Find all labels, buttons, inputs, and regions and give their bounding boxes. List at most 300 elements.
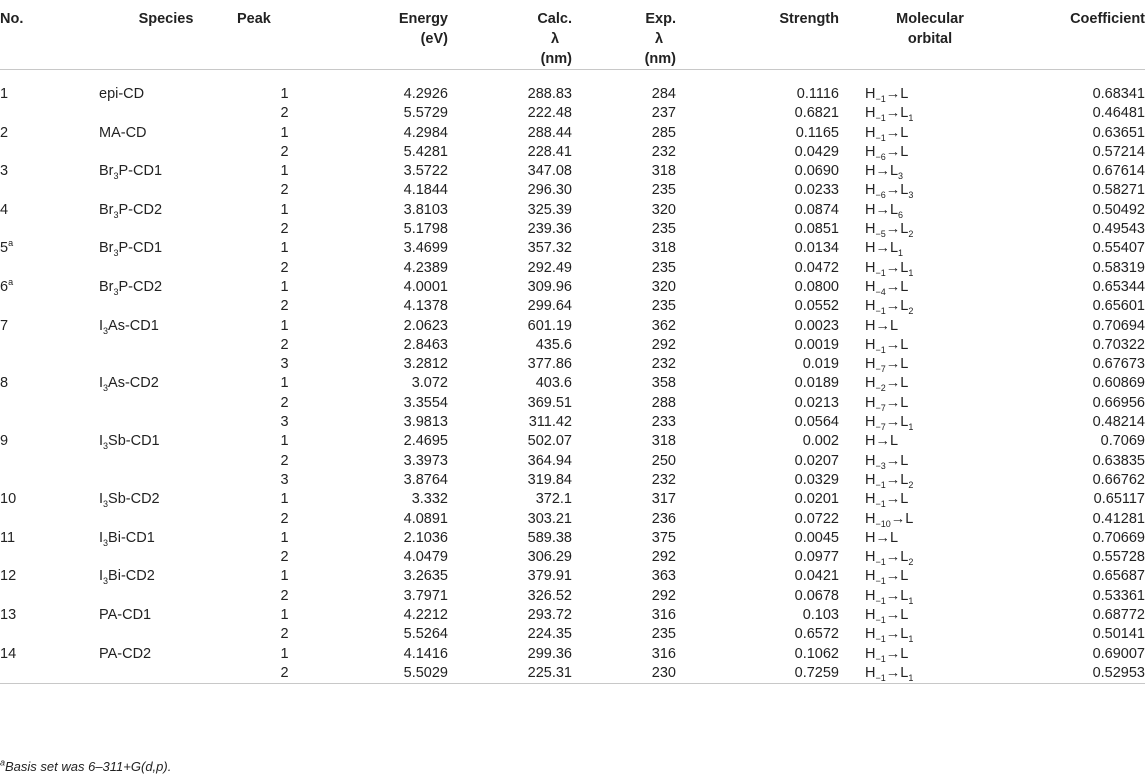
cell-species: PA-CD2 bbox=[99, 645, 152, 662]
cell-species bbox=[95, 548, 237, 567]
cell-coefficient: 0.41281 bbox=[1092, 510, 1145, 527]
cell-no bbox=[0, 510, 95, 529]
cell-molecular-orbital: $H_{-1}\to L$ bbox=[865, 124, 909, 143]
table-row bbox=[0, 645, 1145, 664]
cell-calc-lambda: 228.41 bbox=[527, 143, 572, 160]
cell-species: $Br_3P-CD1$ bbox=[99, 240, 163, 259]
cell-energy: 2.0623 bbox=[403, 317, 448, 334]
table-row bbox=[0, 220, 1145, 239]
cell-peak: 2 bbox=[237, 664, 332, 684]
cell-energy: 4.1844 bbox=[403, 182, 448, 199]
cell-molecular-orbital: $H_{-1}\to L_1$ bbox=[865, 105, 914, 124]
header-molecular-orbital: Molecular orbital bbox=[859, 0, 1001, 70]
cell-no bbox=[0, 355, 95, 374]
cell-exp-lambda: 232 bbox=[651, 471, 676, 488]
cell-coefficient: 0.67673 bbox=[1092, 356, 1145, 373]
cell-exp-lambda: 285 bbox=[651, 124, 676, 141]
cell-energy: 4.0001 bbox=[403, 278, 448, 295]
cell-calc-lambda: 288.44 bbox=[527, 124, 572, 141]
cell-strength: 0.0134 bbox=[794, 240, 839, 257]
cell-peak: 1 bbox=[280, 86, 289, 102]
cell-calc-lambda: 357.32 bbox=[527, 240, 572, 257]
cell-no bbox=[0, 104, 95, 123]
cell-coefficient: 0.70322 bbox=[1092, 336, 1145, 353]
cell-strength: 0.019 bbox=[802, 356, 839, 373]
cell-molecular-orbital: $H_{-1}\to L$ bbox=[865, 607, 909, 625]
cell-energy: 3.8103 bbox=[403, 201, 448, 218]
cell-calc-lambda: 435.6 bbox=[535, 336, 572, 353]
cell-energy: 5.5729 bbox=[403, 105, 448, 122]
cell-energy: 4.0479 bbox=[403, 549, 448, 566]
cell-calc-lambda: 309.96 bbox=[527, 278, 572, 295]
cell-species: $Br_3P-CD2$ bbox=[99, 201, 163, 220]
cell-strength: 0.0874 bbox=[794, 201, 839, 218]
cell-calc-lambda: 288.83 bbox=[527, 86, 572, 102]
cell-molecular-orbital: H→L bbox=[865, 433, 899, 450]
cell-coefficient: 0.50141 bbox=[1092, 626, 1145, 643]
cell-molecular-orbital: $H_{-1}\to L$ bbox=[865, 568, 909, 587]
cell-peak: 1 bbox=[280, 201, 289, 218]
table-row bbox=[0, 625, 1145, 644]
cell-energy: 3.3554 bbox=[403, 394, 448, 411]
cell-species bbox=[95, 104, 237, 123]
cell-molecular-orbital: $H_{-1}\to L_1$ bbox=[865, 626, 914, 645]
header-no: No. bbox=[0, 0, 95, 70]
cell-molecular-orbital: $H_{-2}\to L$ bbox=[865, 375, 909, 394]
cell-molecular-orbital: $H_{-1}\to L$ bbox=[865, 645, 909, 664]
cell-peak: 2 bbox=[280, 549, 289, 566]
cell-molecular-orbital: $H_{-1}\to L$ bbox=[865, 336, 909, 355]
table-row bbox=[0, 143, 1145, 162]
cell-no bbox=[0, 259, 95, 278]
cell-strength: 0.0023 bbox=[794, 317, 839, 334]
cell-calc-lambda: 292.49 bbox=[527, 259, 572, 276]
cell-molecular-orbital: $H_{-1}\to L_2$ bbox=[865, 549, 914, 568]
cell-strength: 0.6821 bbox=[794, 105, 839, 122]
cell-molecular-orbital: $H_{-1}\to L_2$ bbox=[865, 471, 914, 490]
cell-exp-lambda: 316 bbox=[651, 645, 676, 662]
cell-no bbox=[0, 413, 95, 432]
cell-peak: 2 bbox=[280, 182, 289, 199]
cell-coefficient: 0.58271 bbox=[1092, 182, 1145, 199]
cell-molecular-orbital: H→L bbox=[865, 317, 899, 334]
cell-coefficient: 0.68341 bbox=[1092, 86, 1145, 102]
cell-strength: 0.0329 bbox=[794, 471, 839, 488]
table-row bbox=[0, 201, 1145, 220]
cell-peak: 1 bbox=[280, 607, 289, 624]
table-row bbox=[0, 355, 1145, 374]
cell-energy: 4.1416 bbox=[403, 645, 448, 662]
cell-energy: 3.2812 bbox=[403, 356, 448, 373]
cell-energy: 3.072 bbox=[411, 375, 448, 392]
cell-no: 11 bbox=[0, 529, 16, 546]
cell-calc-lambda: 377.86 bbox=[527, 356, 572, 373]
cell-calc-lambda: 225.31 bbox=[464, 664, 609, 684]
cell-peak: 3 bbox=[280, 471, 289, 488]
cell-molecular-orbital: $H_{-6}\to L$ bbox=[865, 143, 909, 162]
cell-no: 2 bbox=[0, 124, 9, 141]
cell-calc-lambda: 372.1 bbox=[535, 491, 572, 508]
cell-exp-lambda: 292 bbox=[651, 336, 676, 353]
cell-energy: 3.5722 bbox=[403, 163, 448, 180]
table-row bbox=[0, 239, 1145, 258]
cell-species: $I_3As-CD2$ bbox=[99, 375, 159, 394]
cell-molecular-orbital: $H_{-7}\to L_1$ bbox=[865, 414, 914, 432]
cell-exp-lambda: 235 bbox=[651, 298, 676, 315]
cell-no bbox=[0, 625, 95, 644]
header-peak: Peak bbox=[237, 0, 332, 70]
cell-energy: 2.8463 bbox=[403, 336, 448, 353]
cell-molecular-orbital: $H_{-7}\to L$ bbox=[865, 394, 909, 413]
cell-species: $I_3Bi-CD2$ bbox=[99, 568, 155, 587]
table-row bbox=[0, 124, 1145, 143]
cell-coefficient: 0.65344 bbox=[1092, 278, 1145, 295]
cell-molecular-orbital: H→L bbox=[865, 529, 899, 546]
header-coefficient: Coefficient bbox=[1001, 0, 1145, 70]
cell-no bbox=[0, 471, 95, 490]
cell-coefficient: 0.60869 bbox=[1092, 375, 1145, 392]
cell-no bbox=[0, 336, 95, 355]
cell-exp-lambda: 288 bbox=[651, 394, 676, 411]
cell-exp-lambda: 318 bbox=[651, 163, 676, 180]
table-row bbox=[0, 471, 1145, 490]
cell-calc-lambda: 347.08 bbox=[527, 163, 572, 180]
cell-energy: 5.5029 bbox=[332, 664, 464, 684]
table-row bbox=[0, 104, 1145, 123]
cell-molecular-orbital: $H_{-5}\to L_2$ bbox=[865, 221, 914, 239]
cell-no bbox=[0, 297, 95, 316]
cell-no: 5$^a$ bbox=[0, 238, 14, 257]
header-energy: Energy (eV) bbox=[332, 0, 464, 70]
cell-coefficient: 0.67614 bbox=[1092, 163, 1145, 180]
table-row bbox=[0, 259, 1145, 278]
table-row bbox=[0, 490, 1145, 509]
table-row bbox=[0, 510, 1145, 529]
cell-strength: 0.0552 bbox=[794, 298, 839, 315]
cell-coefficient: 0.70694 bbox=[1092, 317, 1145, 334]
cell-energy: 5.1798 bbox=[403, 221, 448, 238]
cell-exp-lambda: 318 bbox=[651, 433, 676, 450]
cell-exp-lambda: 292 bbox=[651, 549, 676, 566]
cell-no: 3 bbox=[0, 163, 9, 180]
cell-species: $Br_3P-CD2$ bbox=[99, 278, 163, 297]
cell-exp-lambda: 358 bbox=[651, 375, 676, 392]
cell-exp-lambda: 230 bbox=[609, 664, 714, 684]
cell-species bbox=[95, 471, 237, 490]
cell-coefficient: 0.46481 bbox=[1092, 105, 1145, 122]
table-row bbox=[0, 181, 1145, 200]
cell-species bbox=[95, 664, 237, 684]
cell-coefficient: 0.48214 bbox=[1092, 414, 1145, 431]
cell-strength: 0.002 bbox=[802, 433, 839, 450]
table-row bbox=[0, 606, 1145, 625]
cell-coefficient: 0.65117 bbox=[1093, 491, 1145, 508]
cell-peak: 2 bbox=[280, 336, 289, 353]
table-row bbox=[0, 317, 1145, 336]
table-footnote bbox=[0, 759, 171, 774]
cell-species bbox=[95, 452, 237, 471]
cell-peak: 2 bbox=[280, 221, 289, 238]
cell-no bbox=[0, 220, 95, 239]
cell-molecular-orbital: $H_{-1}\to L$ bbox=[865, 491, 909, 510]
cell-energy: 4.2926 bbox=[403, 86, 448, 102]
cell-calc-lambda: 299.64 bbox=[527, 298, 572, 315]
cell-peak: 2 bbox=[280, 394, 289, 411]
cell-peak: 3 bbox=[280, 414, 289, 431]
cell-strength: 0.0851 bbox=[794, 221, 839, 238]
table-row bbox=[0, 567, 1145, 586]
cell-calc-lambda: 369.51 bbox=[527, 394, 572, 411]
cell-exp-lambda: 237 bbox=[651, 105, 676, 122]
header-strength: Strength bbox=[714, 0, 859, 70]
cell-no: 12 bbox=[0, 568, 17, 585]
cell-calc-lambda: 306.29 bbox=[527, 549, 572, 566]
cell-molecular-orbital: $H_{-1}\to L$ bbox=[865, 86, 909, 104]
cell-molecular-orbital: $H_{-10}\to L$ bbox=[865, 510, 914, 529]
cell-strength: 0.0564 bbox=[794, 414, 839, 431]
cell-strength: 0.0189 bbox=[794, 375, 839, 392]
cell-energy: 3.2635 bbox=[403, 568, 448, 585]
table-row bbox=[0, 548, 1145, 567]
cell-energy: 4.2389 bbox=[403, 259, 448, 276]
cell-calc-lambda: 326.52 bbox=[527, 587, 572, 604]
cell-exp-lambda: 292 bbox=[651, 587, 676, 604]
cell-coefficient: 0.69007 bbox=[1092, 645, 1145, 662]
cell-energy: 5.5264 bbox=[403, 626, 448, 643]
cell-coefficient: 0.50492 bbox=[1092, 201, 1145, 218]
cell-exp-lambda: 232 bbox=[651, 356, 676, 373]
table-header bbox=[0, 0, 1145, 70]
cell-peak: 2 bbox=[280, 259, 289, 276]
cell-no: 4 bbox=[0, 201, 9, 218]
cell-exp-lambda: 235 bbox=[651, 626, 676, 643]
cell-species bbox=[95, 259, 237, 278]
cell-exp-lambda: 316 bbox=[651, 607, 676, 624]
cell-molecular-orbital: $H_{-6}\to L_3$ bbox=[865, 182, 914, 201]
cell-no: 9 bbox=[0, 433, 9, 450]
cell-no bbox=[0, 181, 95, 200]
cell-exp-lambda: 284 bbox=[651, 86, 676, 102]
cell-calc-lambda: 379.91 bbox=[527, 568, 572, 585]
cell-species bbox=[95, 181, 237, 200]
cell-energy: 2.4695 bbox=[403, 433, 448, 450]
cell-exp-lambda: 235 bbox=[651, 221, 676, 238]
cell-peak: 1 bbox=[280, 375, 289, 392]
cell-strength: 0.0678 bbox=[794, 587, 839, 604]
cell-molecular-orbital: $H_{-4}\to L$ bbox=[865, 278, 909, 297]
cell-no bbox=[0, 548, 95, 567]
cell-exp-lambda: 235 bbox=[651, 182, 676, 199]
cell-exp-lambda: 318 bbox=[651, 240, 676, 257]
cell-coefficient: 0.70669 bbox=[1092, 529, 1145, 546]
cell-calc-lambda: 364.94 bbox=[527, 452, 572, 469]
header-exp-lambda: Exp. λ (nm) bbox=[609, 0, 714, 70]
cell-peak: 1 bbox=[280, 278, 289, 295]
cell-coefficient: 0.68772 bbox=[1092, 607, 1145, 624]
cell-molecular-orbital: $H\to L_6$ bbox=[865, 201, 904, 220]
cell-molecular-orbital: $H\to L_3$ bbox=[865, 163, 904, 182]
cell-coefficient: 0.52953 bbox=[1001, 664, 1145, 684]
cell-coefficient: 0.63651 bbox=[1092, 124, 1145, 141]
cell-species: PA-CD1 bbox=[99, 607, 152, 624]
cell-peak: 1 bbox=[280, 433, 289, 450]
cell-no: 7 bbox=[0, 317, 9, 334]
cell-energy: 4.1378 bbox=[403, 298, 448, 315]
cell-no: 13 bbox=[0, 607, 17, 624]
cell-strength: 0.0800 bbox=[794, 278, 839, 295]
cell-exp-lambda: 236 bbox=[651, 510, 676, 527]
cell-strength: 0.6572 bbox=[794, 626, 839, 643]
cell-strength: 0.7259 bbox=[714, 664, 859, 684]
cell-species bbox=[95, 625, 237, 644]
cell-coefficient: 0.57214 bbox=[1092, 143, 1145, 160]
cell-no: 8 bbox=[0, 375, 9, 392]
cell-species: $I_3Sb-CD1$ bbox=[99, 433, 160, 452]
cell-calc-lambda: 325.39 bbox=[527, 201, 572, 218]
cell-exp-lambda: 320 bbox=[651, 201, 676, 218]
cell-coefficient: 0.53361 bbox=[1092, 587, 1145, 604]
cell-calc-lambda: 601.19 bbox=[527, 317, 572, 334]
cell-strength: 0.1062 bbox=[794, 645, 839, 662]
cell-calc-lambda: 239.36 bbox=[527, 221, 572, 238]
cell-calc-lambda: 502.07 bbox=[527, 433, 572, 450]
table-body bbox=[0, 70, 1145, 684]
cell-species bbox=[95, 220, 237, 239]
cell-calc-lambda: 319.84 bbox=[527, 471, 572, 488]
cell-peak: 2 bbox=[280, 143, 289, 160]
cell-exp-lambda: 235 bbox=[651, 259, 676, 276]
cell-peak: 2 bbox=[280, 626, 289, 643]
cell-peak: 1 bbox=[280, 317, 289, 334]
cell-coefficient: 0.66956 bbox=[1092, 394, 1145, 411]
table-row bbox=[0, 664, 1145, 684]
cell-exp-lambda: 317 bbox=[651, 491, 676, 508]
cell-species bbox=[95, 143, 237, 162]
cell-coefficient: 0.58319 bbox=[1092, 259, 1145, 276]
cell-energy: 4.2984 bbox=[403, 124, 448, 141]
cell-exp-lambda: 363 bbox=[651, 568, 676, 585]
table-row bbox=[0, 162, 1145, 181]
cell-exp-lambda: 320 bbox=[651, 278, 676, 295]
cell-species: $I_3As-CD1$ bbox=[99, 317, 159, 336]
cell-peak: 2 bbox=[280, 452, 289, 469]
cell-calc-lambda: 296.30 bbox=[527, 182, 572, 199]
cell-peak: 3 bbox=[280, 356, 289, 373]
cell-molecular-orbital: $H_{-1}\to L_2$ bbox=[865, 298, 914, 317]
cell-exp-lambda: 232 bbox=[651, 143, 676, 160]
cell-energy: 4.0891 bbox=[403, 510, 448, 527]
cell-coefficient: 0.65687 bbox=[1092, 568, 1145, 585]
cell-molecular-orbital: $H_{-1}\to L_1$ bbox=[859, 664, 1001, 684]
table-row bbox=[0, 432, 1145, 451]
cell-calc-lambda: 311.42 bbox=[528, 414, 572, 431]
cell-peak: 2 bbox=[280, 298, 289, 315]
cell-species bbox=[95, 587, 237, 606]
cell-coefficient: 0.55728 bbox=[1092, 549, 1145, 566]
cell-strength: 0.0201 bbox=[794, 491, 839, 508]
cell-strength: 0.0722 bbox=[794, 510, 839, 527]
cell-species: $I_3Sb-CD2$ bbox=[99, 491, 160, 510]
cell-calc-lambda: 222.48 bbox=[527, 105, 572, 122]
cell-exp-lambda: 362 bbox=[651, 317, 676, 334]
cell-calc-lambda: 589.38 bbox=[527, 529, 572, 546]
table-row bbox=[0, 374, 1145, 393]
header-species: Species bbox=[95, 0, 237, 70]
cell-strength: 0.0207 bbox=[794, 452, 839, 469]
cell-strength: 0.0690 bbox=[794, 163, 839, 180]
cell-species bbox=[95, 413, 237, 432]
cell-species: MA-CD bbox=[99, 124, 147, 141]
cell-exp-lambda: 375 bbox=[651, 529, 676, 546]
header-calc-lambda: Calc. λ (nm) bbox=[464, 0, 609, 70]
cell-species bbox=[95, 510, 237, 529]
cell-no bbox=[0, 587, 95, 606]
cell-strength: 0.0045 bbox=[794, 529, 839, 546]
cell-no bbox=[0, 394, 95, 413]
cell-calc-lambda: 293.72 bbox=[527, 607, 572, 624]
table-row bbox=[0, 529, 1145, 548]
cell-energy: 3.4699 bbox=[403, 240, 448, 257]
cell-peak: 1 bbox=[280, 163, 289, 180]
cell-coefficient: 0.55407 bbox=[1092, 240, 1145, 257]
cell-energy: 3.9813 bbox=[403, 414, 448, 431]
cell-strength: 0.1116 bbox=[796, 86, 839, 102]
cell-no: 1 bbox=[0, 86, 9, 102]
cell-species: $Br_3P-CD1$ bbox=[99, 163, 163, 182]
table-row bbox=[0, 394, 1145, 413]
cell-strength: 0.0472 bbox=[794, 259, 839, 276]
cell-strength: 0.0233 bbox=[794, 182, 839, 199]
cell-exp-lambda: 250 bbox=[651, 452, 676, 469]
table-row bbox=[0, 278, 1145, 297]
cell-peak: 2 bbox=[280, 587, 289, 604]
cell-molecular-orbital: $H_{-3}\to L$ bbox=[865, 452, 909, 471]
cell-calc-lambda: 303.21 bbox=[527, 510, 572, 527]
table-row bbox=[0, 70, 1145, 105]
cell-strength: 0.103 bbox=[802, 607, 839, 624]
footnote-text: Basis set was 6–311+G(d,p). bbox=[5, 759, 172, 774]
cell-strength: 0.0429 bbox=[794, 143, 839, 160]
cell-coefficient: 0.66762 bbox=[1092, 471, 1145, 488]
cell-strength: 0.0421 bbox=[794, 568, 839, 585]
cell-species bbox=[95, 297, 237, 316]
cell-energy: 3.3973 bbox=[403, 452, 448, 469]
table-row bbox=[0, 452, 1145, 471]
cell-peak: 1 bbox=[280, 568, 289, 585]
cell-no: 6$^a$ bbox=[0, 277, 14, 295]
cell-species bbox=[95, 355, 237, 374]
cell-peak: 1 bbox=[280, 529, 289, 546]
cell-molecular-orbital: $H_{-1}\to L_1$ bbox=[865, 259, 914, 278]
cell-calc-lambda: 224.35 bbox=[527, 626, 572, 643]
cell-no bbox=[0, 452, 95, 471]
cell-peak: 1 bbox=[280, 491, 289, 508]
cell-molecular-orbital: $H\to L_1$ bbox=[865, 240, 904, 259]
cell-energy: 3.332 bbox=[411, 491, 448, 508]
cell-species: $I_3Bi-CD1$ bbox=[99, 529, 155, 548]
cell-energy: 2.1036 bbox=[403, 529, 448, 546]
cell-calc-lambda: 403.6 bbox=[535, 375, 572, 392]
cell-species bbox=[95, 336, 237, 355]
cell-coefficient: 0.49543 bbox=[1092, 221, 1145, 238]
cell-coefficient: 0.65601 bbox=[1092, 298, 1145, 315]
cell-species: epi-CD bbox=[99, 86, 145, 102]
cell-molecular-orbital: $H_{-7}\to L$ bbox=[865, 356, 909, 375]
table-row bbox=[0, 587, 1145, 606]
cell-coefficient: 0.7069 bbox=[1100, 433, 1145, 450]
cell-molecular-orbital: $H_{-1}\to L_1$ bbox=[865, 587, 914, 606]
cell-strength: 0.0213 bbox=[794, 394, 839, 411]
